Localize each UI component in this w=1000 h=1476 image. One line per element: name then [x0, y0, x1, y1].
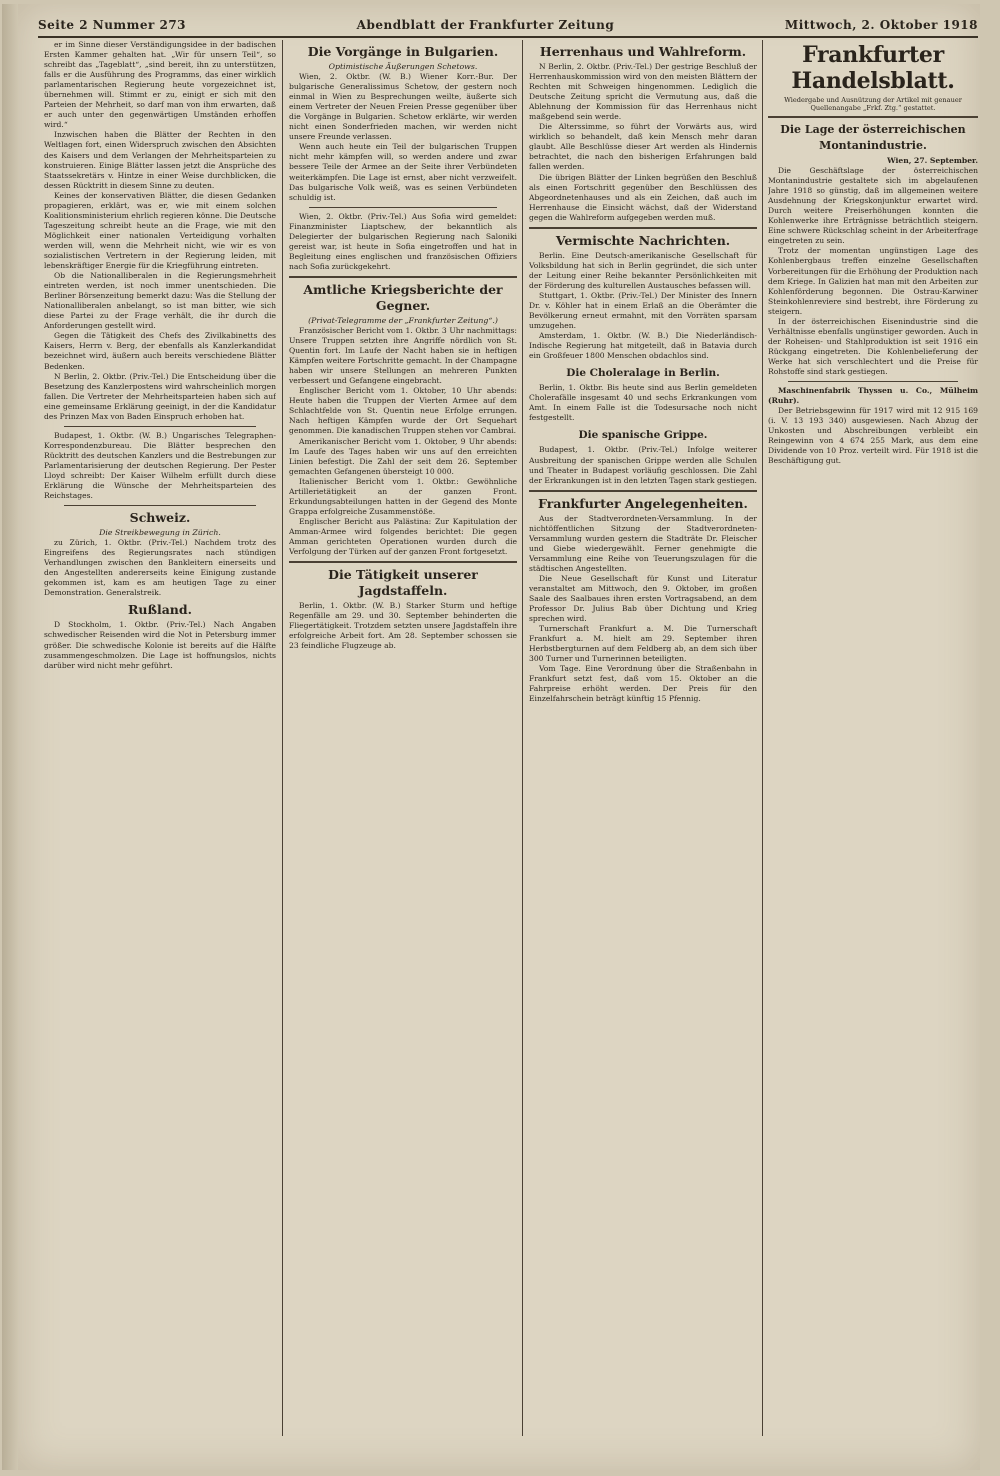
article-text: N Berlin, 2. Oktbr. (Priv.-Tel.) Die Entscheidung über die Besetzung des Kanzlerpostens wird wahrscheinlich morgen fallen. Die Vertreter der Mehrheitsparteien haben sich auf eine gemeinsame Erklärung geeinigt, in der die Kandidatur des Prinzen Max von Baden Einspruch erhoben hat.: [44, 371, 276, 421]
reprint-notice: Wiedergabe und Ausnützung der Artikel mit genauer Quellenangabe „Frkf. Ztg.“ gestattet.: [784, 96, 962, 112]
article-text: Keines der konservativen Blätter, die diesen Gedanken propagieren, erklärt, was er, wie mit einem solchen Koalitionsministerium ehrlich regieren könne. Die Deutsche Tageszeitung schreibt heute an die Frage, wie mit den Möglichkeit einer nationalen Verteidigung vorhalten werden will, wenn die Mehrheit nicht, wie wir es von sozialistischen Vertretern in der Regierung leiden, mit lebenskräftiger Energie für die Kriegführung eintreten.: [44, 190, 276, 271]
article-text: Italienischer Bericht vom 1. Oktbr.: Gewöhnliche Artillerietätigkeit an der ganzen Front. Erkundungsabteilungen hatten in der Gegend des Monte Grappa erfolgreiche Zusammenstöße.: [289, 476, 517, 516]
article-text: Ob die Nationalliberalen in die Regierungsmehrheit eintreten werden, ist noch immer unentschieden. Die Berliner Börsenzeitung bemerkt dazu: Was die Stellung der Nationalliberalen anbelangt, so ist man bitter, wie sich diese Partei zu der Frage verhält, die ihr durch die Anforderungen gestellt wird.: [44, 271, 276, 331]
article-heading: Frankfurter Angelegenheiten.: [538, 495, 748, 511]
divider: [64, 505, 256, 506]
article-text: Die übrigen Blätter der Linken begrüßen den Beschluß als einen Fortschritt gegenüber den Beschlüssen des Abgeordnetenhauses und als ein Zeichen, daß auch im Herrenhause die Einsicht wächst, daß der Widerstand gegen die Wahlreform aufgegeben werden muß.: [529, 172, 757, 222]
article-text: Berlin, 1. Oktbr. Bis heute sind aus Berlin gemeldeten Cholerafälle insgesamt 40 und sechs Erkrankungen vom Amt. In einem Falle ist die Todesursache noch nicht festgestellt.: [529, 383, 757, 423]
article-text: Der Betriebsgewinn für 1917 wird mit 12 915 169 (i. V. 13 193 340) ausgewiesen. Nach Abzug der Unkosten und Abschreibungen verbleibt ein Reingewinn von 4 674 255 Mark, aus dem eine Dividende von 10 Proz. verteilt wird. Für 1918 ist die Beschäftigung gut.: [768, 406, 978, 466]
column-1: [44, 40, 276, 1416]
article-text: Berlin. Eine Deutsch-amerikanische Gesellschaft für Volksbildung hat sich in Berlin gegründet, die sich unter der Leitung einer Reihe bekannter Persönlichkeiten mit der Förderung des kulturellen Austausches befassen will.: [529, 250, 757, 290]
column-2: [289, 40, 517, 1416]
column-3: [529, 40, 757, 1416]
subheading: Optimistische Äußerungen Schetows.: [328, 62, 478, 71]
article-text: Französischer Bericht vom 1. Oktbr. 3 Uhr nachmittags: Unsere Truppen setzten ihre Angriffe nördlich von St. Quentin fort. Im Laufe der Nacht haben sie in heftigen Kämpfen weitere Fortschritte gemacht. In der Champagne haben wir unsere Stellungen an mehreren Punkten verbessert und Gefangene eingebracht.: [289, 325, 517, 386]
column-4: [768, 40, 978, 1416]
article-text: Berlin, 1. Oktbr. (W. B.) Starker Sturm und heftige Regenfälle am 29. und 30. September behinderten die Fliegertätigkeit. Trotzdem setzten unsere Jagdstaffeln ihre erfolgreiche Arbeit fort. Am 28. September schossen sie 23 feindliche Flugzeuge ab.: [289, 601, 517, 651]
article-text: Aus der Stadtverordneten-Versammlung. In der nichtöffentlichen Sitzung der Stadtverordneten-Versammlung wurden gestern die Stadträte Dr. Fleischer und Giebe wiedergewählt. Ferner genehmigte die Versammlung eine Reihe von Teuerungszulagen für die städtischen Angestellten.: [529, 513, 757, 573]
article-text: Gegen die Tätigkeit des Chefs des Zivilkabinetts des Kaisers, Herrn v. Berg, der ebenfalls als Kanzlerkandidat bezeichnet wird, äußern auch bereits verschiedene Blätter Bedenken.: [44, 331, 276, 371]
section-heading-russland: Rußland.: [127, 602, 192, 618]
article-text: Wenn auch heute ein Teil der bulgarischen Truppen nicht mehr kämpfen will, so werden andere und zwar bessere Teile der Armee an der Seite ihrer Verbündeten weiterkämpfen. Die Lage ist ernst, aber nicht verzweifelt. Das bulgarische Volk weiß, was es seinen Verbündeten schuldig ist.: [289, 142, 517, 202]
article-text: Trotz der momentan ungünstigen Lage des Kohlenbergbaus treffen einzelne Gesellschaften Vorbereitungen für die Erhöhung der Produktion nach dem Kriege. In Galizien hat man mit den Arbeiten zur Kohlenförderung begonnen. Die Ostrau-Karwiner Steinkohlenreviere sind bestrebt, ihre Förderung zu steigern.: [768, 246, 978, 316]
article-text: Inzwischen haben die Blätter der Rechten in den Weltlagen fort, einen Widerspruch zwischen den Absichten des Kaisers und dem Verlangen der Mehrheitsparteien zu konstruieren. Einige Blätter lassen jetzt die Ansprüche des Staatssekretärs v. Hintze in einer Weise durchblicken, die dessen Rücktritt in diesem Sinne zu deuten.: [44, 130, 276, 190]
newspaper-name: Abendblatt der Frankfurter Zeitung: [356, 18, 615, 32]
article-text: Vom Tage. Eine Verordnung über die Straßenbahn in Frankfurt setzt fest, daß vom 15. Oktober an die Fahrpreise erhöht werden. Der Preis für den Einzelfahrschein beträgt künftig 15 Pfennig.: [529, 664, 757, 704]
divider: [289, 276, 517, 278]
column-rule: [282, 40, 283, 1436]
divider: [64, 426, 256, 427]
divider: [788, 381, 958, 382]
article-text: N Berlin, 2. Oktbr. (Priv.-Tel.) Der gestrige Beschluß der Herrenhauskommission wird von den meisten Blättern der Rechten mit Schweigen hingenommen. Lediglich die Deutsche Zeitung spricht die Vermutung aus, daß die Ablehnung der Kommission für das Herrenhaus nicht maßgebend sein werde.: [529, 62, 757, 122]
article-heading: Die Tätigkeit unserer Jagdstaffeln.: [328, 567, 478, 599]
article-heading: Die Vorgänge in Bulgarien.: [307, 44, 499, 59]
divider: [309, 207, 497, 208]
divider: [529, 227, 757, 229]
column-rule: [522, 40, 523, 1436]
article-text: Budapest, 1. Oktbr. (Priv.-Tel.) Infolge weiterer Ausbreitung der spanischen Grippe werden alle Schulen und Theater in Budapest vorläufig geschlossen. Die Zahl der Erkrankungen ist in den letzten Tagen stark gestiegen.: [529, 445, 757, 485]
article-text: Die Alterssimme, so führt der Vorwärts aus, wird wirklich so behandelt, daß kein Mensch mehr daran glaubt. Alle Beschlüsse dieser Art werden als Hindernis betrachtet, die nach den bisherigen Erfahrungen bald fallen werden.: [529, 122, 757, 172]
article-text: Stuttgart, 1. Oktbr. (Priv.-Tel.) Der Minister des Innern Dr. v. Köhler hat in einem Erlaß an die Oberämter die Bevölkerung erneut ermahnt, mit den Vorräten sparsam umzugehen.: [529, 290, 757, 331]
article-text: Budapest, 1. Oktbr. (W. B.) Ungarisches Telegraphen-Korrespondenzbureau. Die Blätter besprechen den Rücktritt des deutschen Kanzlers und die Bestrebungen zur Parlamentarisierung der deutschen Regierung. Der Pester Lloyd schreibt: Der Kaiser Wilhelm erfüllt durch diese Erklärung die Wünsche der Mehrheitsparteien des Reichstages.: [44, 430, 276, 501]
section-title-handelsblatt: Frankfurter Handelsblatt.: [791, 42, 955, 94]
article-text: In der österreichischen Eisenindustrie sind die Verhältnisse ebenfalls ungünstiger geworden. Auch in der Roheisen- und Stahlproduktion ist seit 1916 ein Rückgang eingetreten. Die Kohlenbelieferung der Werke hat sich verschlechtert und die Preise für Rohstoffe sind stark gestiegen.: [768, 316, 978, 376]
column-rule: [762, 40, 763, 1436]
divider: [289, 561, 517, 563]
article-text: Die Geschäftslage der österreichischen Montanindustrie gestaltete sich im abgelaufenen Jahre 1918 so günstig, daß im allgemeinen weitere Ausdehnung der Kriegskonjunktur erwartet wird. Durch weitere Preiserhöhungen konnten die Kohlenwerke ihre Erträgnisse beträchtlich steigern. Eine schwere Rückschlag scheint in der Arbeiterfrage eingetreten zu sein.: [768, 166, 978, 246]
divider: [768, 116, 978, 118]
subheading: Die Streikbewegung in Zürich.: [99, 528, 221, 538]
article-text: Wien, 2. Oktbr. (W. B.) Wiener Korr.-Bur. Der bulgarische Generalissimus Schetow, der gestern noch einmal in Wien zu Besprechungen weilte, äußerte sich einem Vertreter der Neuen Freien Presse gegenüber über die Vorgänge in Bulgarien. Schetow erklärte, wir werden nicht einen Sonderfrieden machen, wir werden nicht unsere Freunde verlassen.: [289, 72, 517, 142]
article-heading: Die Choleralage in Berlin.: [566, 367, 720, 380]
article-heading: Die spanische Grippe.: [578, 429, 708, 442]
article-text: Englischer Bericht aus Palästina: Zur Kapitulation der Amman-Armee wird folgendes berichtet: Die gegen Amman gerichteten Operationen wurden durch die Verfolgung der Türken auf der ganzen Front fortgesetzt.: [289, 516, 517, 557]
article-text: Die Neue Gesellschaft für Kunst und Literatur veranstaltet am Mittwoch, den 9. Oktober, im großen Saale des Saalbaues ihren ersten Vortragsabend, an dem Professor Dr. Julius Bab über Dichtung und Krieg sprechen wird.: [529, 573, 757, 624]
article-text: er im Sinne dieser Verständigungsidee in der badischen Ersten Kammer gehalten hat. „Wir für unsern Teil“, so schreibt das „Tageblatt“, „sind bereit, ihn zu unterstützen, falls er die Ausführung des Programms, das einer wirklich parlamentarischen Regierung heute vorgezeichnet ist, übernehmen will. Stimmt er zu, einigt er sich mit den Parteien der Mehrheit, so darf man von ihm erwarten, daß er auch unter den gegenwärtigen Umständen erhoffen wird.“: [44, 40, 276, 130]
article-heading: Maschinenfabrik Thyssen u. Co., Mülheim (Ruhr).: [768, 386, 978, 406]
subheading: (Privat-Telegramme der „Frankfurter Zeitung“.): [308, 315, 498, 325]
article-text: Englischer Bericht vom 1. Oktober, 10 Uhr abends: Heute haben die Truppen der Vierten Armee auf dem Schlachtfelde von St. Quentin neue Erfolge errungen. Nach heftigen Kämpfen wurde der Ort Sequehart genommen. Die kanadischen Truppen stehen vor Cambrai.: [289, 386, 517, 436]
section-heading-schweiz: Schweiz.: [129, 510, 191, 526]
article-text: Turnerschaft Frankfurt a. M. Die Turnerschaft Frankfurt a. M. hielt am 29. September ihren Herbstbergturnen auf dem Feldberg ab, an dem sich über 300 Turner und Turnerinnen beteiligten.: [529, 624, 757, 664]
dateline: Wien, 27. September.: [887, 156, 978, 165]
article-text: Amsterdam, 1. Oktbr. (W. B.) Die Niederländisch-Indische Regierung hat mitgeteilt, daß in Batavia durch ein Großfeuer 1800 Menschen obdachlos sind.: [529, 331, 757, 361]
article-heading: Amtliche Kriegsberichte der Gegner.: [303, 281, 503, 313]
article-heading: Vermischte Nachrichten.: [555, 232, 731, 248]
masthead: [38, 14, 978, 38]
divider: [529, 490, 757, 492]
article-text: zu Zürich, 1. Oktbr. (Priv.-Tel.) Nachdem trotz des Eingreifens des Regierungsrates nach stündigen Verhandlungen zwischen den Bankleitern einerseits und den Angestellten andererseits keine Einigung zustande gekommen ist, kam es am heutigen Tage zu einer Demonstration. Generalstreik.: [44, 538, 276, 598]
article-heading: Herrenhaus und Wahlreform.: [539, 44, 747, 59]
article-text: Wien, 2. Oktbr. (Priv.-Tel.) Aus Sofia wird gemeldet: Finanzminister Liaptschew, der bekanntlich als Delegierter der bulgarischen Regierung nach Saloniki gereist war, ist heute in Sofia eingetroffen und hat in Begleitung eines englischen und französischen Offiziers nach Sofia zurückgekehrt.: [289, 211, 517, 271]
binding-fold: [2, 4, 18, 1470]
article-text: D Stockholm, 1. Oktbr. (Priv.-Tel.) Nach Angaben schwedischer Reisenden wird die Not in Petersburg immer größer. Die schwedische Kolonie ist bereits auf die Hälfte zusammengeschmolzen. Die Lage ist hoffnungslos, nichts darüber wird nicht mehr geführt.: [44, 620, 276, 670]
article-heading: Die Lage der österreichischen Montanindustrie.: [780, 123, 966, 152]
issue-date: Mittwoch, 2. Oktober 1918: [784, 18, 978, 32]
page-number: Seite 2 Nummer 273: [38, 18, 187, 32]
article-text: Amerikanischer Bericht vom 1. Oktober, 9 Uhr abends: Im Laufe des Tages haben wir uns auf den erreichten Linien befestigt. Die Zahl der seit dem 26. September gemachten Gefangenen übersteigt 10 000.: [289, 436, 517, 476]
